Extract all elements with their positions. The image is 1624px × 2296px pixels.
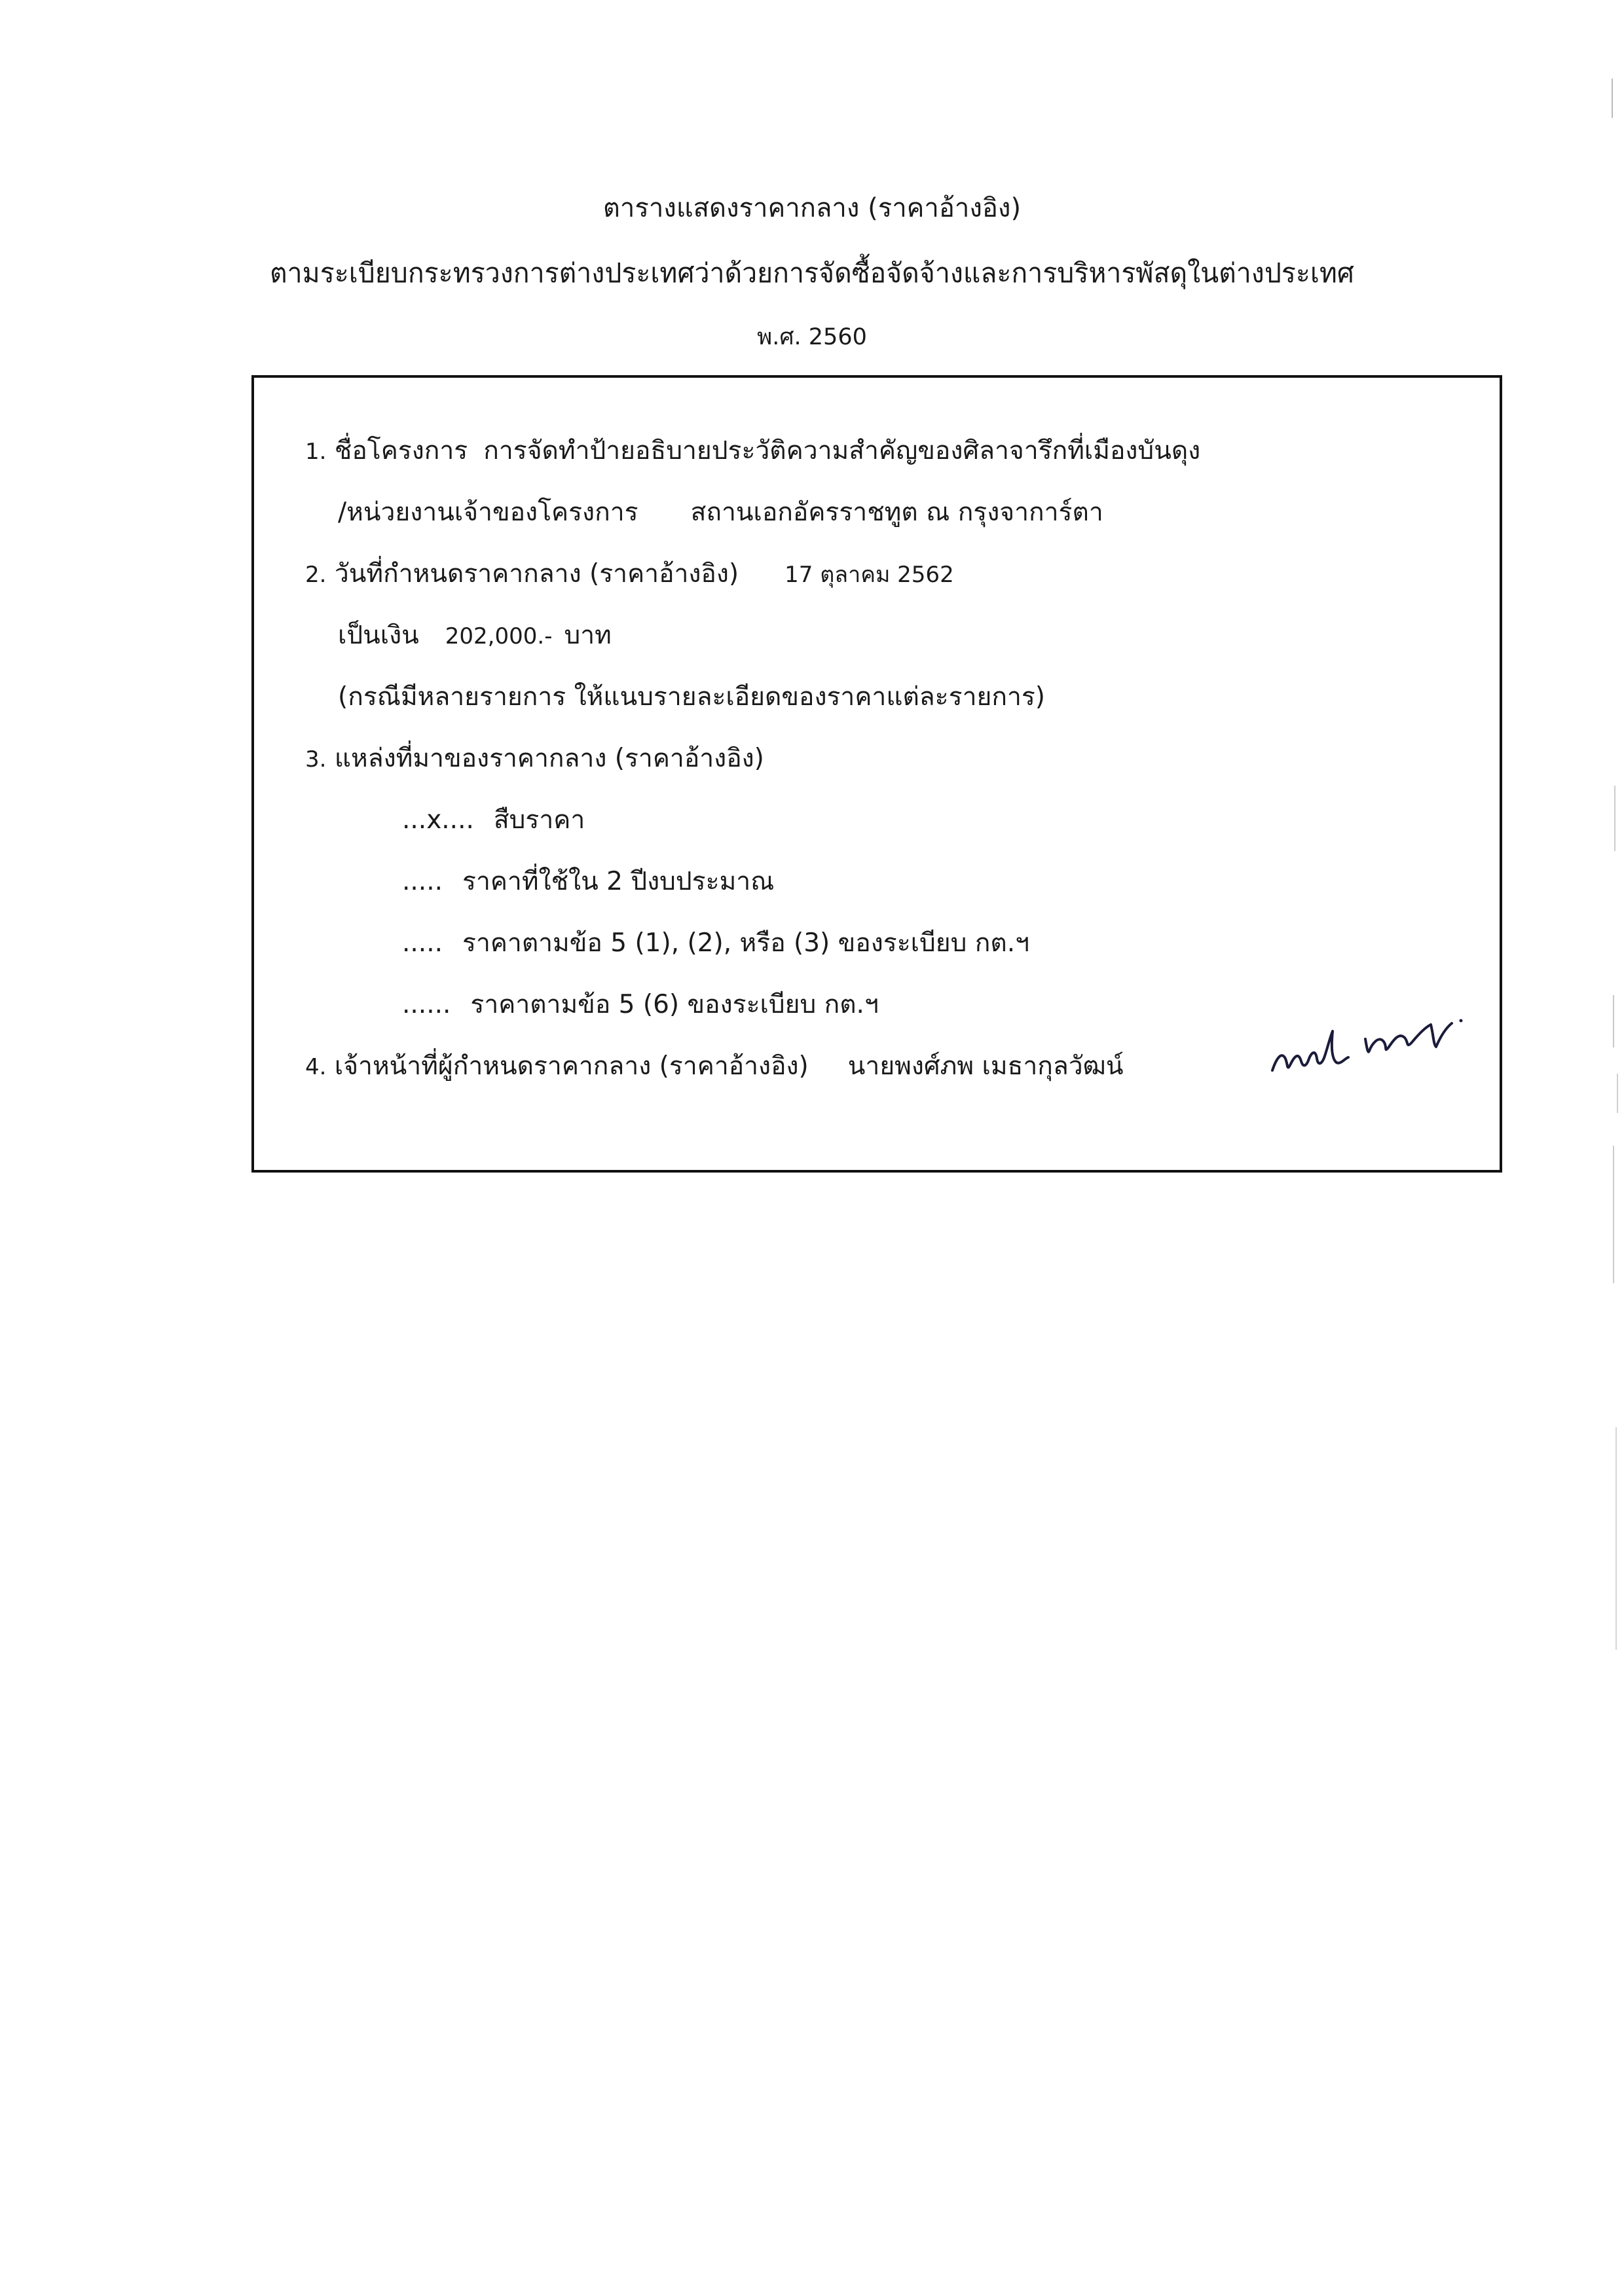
option-mark: ...... <box>402 990 451 1019</box>
date-value: 17 ตุลาคม 2562 <box>784 562 954 588</box>
option-text: ราคาตามข้อ 5 (6) ของระเบียบ กต.ฯ <box>470 990 879 1019</box>
agency-value: สถานเอกอัครราชทูต ณ กรุงจาการ์ตา <box>690 498 1103 527</box>
document-title: ตารางแสดงราคากลาง (ราคาอ้างอิง) <box>602 193 1022 223</box>
note-row <box>338 684 1045 710</box>
option-mark: ...x.... <box>402 805 474 835</box>
scanner-edge-marks <box>1598 0 1624 2296</box>
officer-label: เจ้าหน้าที่ผู้กำหนดราคากลาง (ราคาอ้างอิง) <box>334 1051 809 1081</box>
source-option <box>402 992 879 1017</box>
source-option <box>402 930 1029 956</box>
officer-row <box>305 1053 1124 1079</box>
project-value: การจัดทำป้ายอธิบายประวัติความสำคัญของศิลาจารึกที่เมืองบันดุง <box>483 436 1201 465</box>
document-year: พ.ศ. 2560 <box>757 324 867 350</box>
option-text: ราคาตามข้อ 5 (1), (2), หรือ (3) ของระเบียบ กต.ฯ <box>462 928 1029 958</box>
item-number-4: 4. <box>305 1054 327 1080</box>
document-subtitle: ตามระเบียบกระทรวงการต่างประเทศว่าด้วยการจัดซื้อจัดจ้างและการบริหารพัสดุในต่างประเทศ <box>270 257 1354 289</box>
amount-unit: บาท <box>564 621 612 650</box>
project-label: ชื่อโครงการ <box>334 436 468 465</box>
source-option <box>402 869 774 894</box>
option-mark: ..... <box>402 928 443 958</box>
amount-label: เป็นเงิน <box>338 621 419 650</box>
option-mark: ..... <box>402 867 443 896</box>
multiple-items-note: (กรณีมีหลายรายการ ให้แนบรายละเอียดของราคาแต่ละรายการ) <box>338 682 1046 712</box>
agency-row <box>338 500 1103 525</box>
date-row <box>305 561 954 587</box>
project-row <box>305 438 1200 464</box>
item-number-3: 3. <box>305 746 327 773</box>
handwritten-signature <box>1267 998 1464 1084</box>
source-option <box>402 807 585 833</box>
option-text: สืบราคา <box>493 805 585 835</box>
option-text: ราคาที่ใช้ใน 2 ปีงบประมาณ <box>462 867 775 896</box>
source-row <box>305 746 764 771</box>
amount-row <box>338 623 612 648</box>
agency-label: /หน่วยงานเจ้าของโครงการ <box>338 498 638 527</box>
officer-name: นายพงศ์ภพ เมธากุลวัฒน์ <box>847 1051 1124 1081</box>
date-label: วันที่กำหนดราคากลาง (ราคาอ้างอิง) <box>334 559 739 589</box>
amount-value: 202,000.- <box>445 623 553 649</box>
item-number-1: 1. <box>305 439 327 465</box>
source-label: แหล่งที่มาของราคากลาง (ราคาอ้างอิง) <box>334 744 764 773</box>
item-number-2: 2. <box>305 562 327 588</box>
